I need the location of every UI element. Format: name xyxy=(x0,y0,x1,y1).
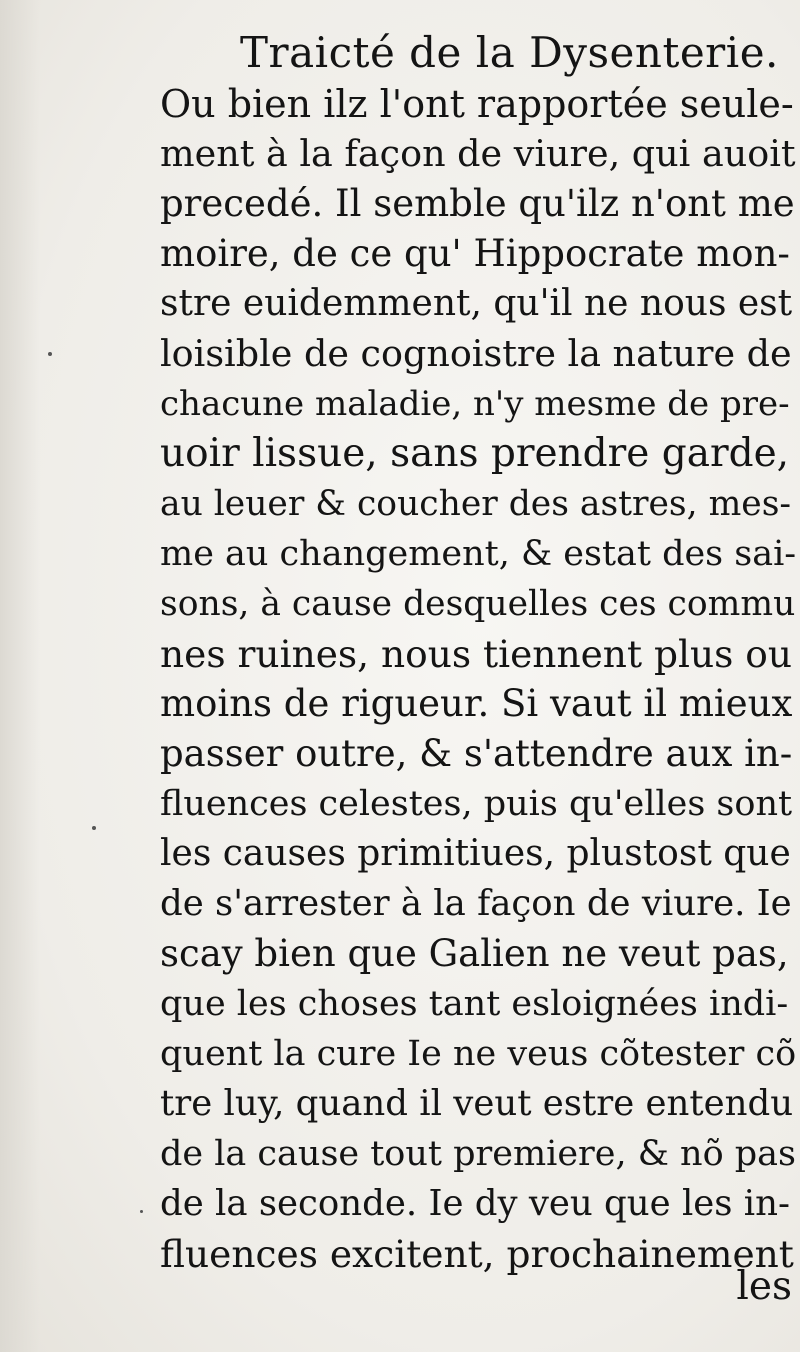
text-line: quent la cure Ie ne veus cõtester cõ xyxy=(160,1034,797,1074)
text-line: sons, à cause desquelles ces commu xyxy=(160,584,796,624)
text-line: me au changement, & estat des sai- xyxy=(160,534,797,574)
text-line: de la cause tout premiere, & nõ pas xyxy=(160,1134,796,1174)
text-line: nes ruines, nous tiennent plus ou xyxy=(160,632,792,676)
gutter-shadow xyxy=(0,0,40,1352)
text-line: de la seconde. Ie dy veu que les in- xyxy=(160,1183,791,1224)
text-line: de s'arrester à la façon de viure. Ie xyxy=(160,883,792,924)
paper-speck xyxy=(48,352,52,356)
text-line: ment à la façon de viure, qui auoit xyxy=(160,132,796,175)
text-line: passer outre, & s'attendre aux in- xyxy=(160,732,793,775)
text-line: tre luy, quand il veut estre entendu xyxy=(160,1083,794,1124)
text-line: fluences celestes, puis qu'elles sont xyxy=(160,784,793,824)
text-line: precedé. Il semble qu'ilz n'ont me xyxy=(160,182,795,225)
text-line: scay bien que Galien ne veut pas, xyxy=(160,932,789,975)
text-line: uoir lissue, sans prendre garde, xyxy=(160,431,790,476)
catchword: les xyxy=(736,1264,792,1309)
running-title: Traicté de la Dysenterie. xyxy=(240,28,779,77)
text-line: moins de rigueur. Si vaut il mieux xyxy=(160,682,793,725)
text-line: Ou bien ilz l'ont rapportée seule- xyxy=(160,82,794,126)
paper-speck xyxy=(140,1210,143,1213)
text-line: chacune maladie, n'y mesme de pre- xyxy=(160,384,790,424)
text-line: que les choses tant esloignées indi- xyxy=(160,984,789,1024)
text-line: au leuer & coucher des astres, mes- xyxy=(160,484,792,524)
text-line: moire, de ce qu' Hippocrate mon- xyxy=(160,232,790,275)
text-line: les causes primitiues, plustost que xyxy=(160,833,791,874)
text-line: loisible de cognoistre la nature de xyxy=(160,332,792,375)
text-line: fluences excitent, prochainement xyxy=(160,1232,794,1276)
text-line: stre euidemment, qu'il ne nous est xyxy=(160,283,793,324)
text-block xyxy=(160,79,796,1279)
paper-speck xyxy=(92,826,96,830)
